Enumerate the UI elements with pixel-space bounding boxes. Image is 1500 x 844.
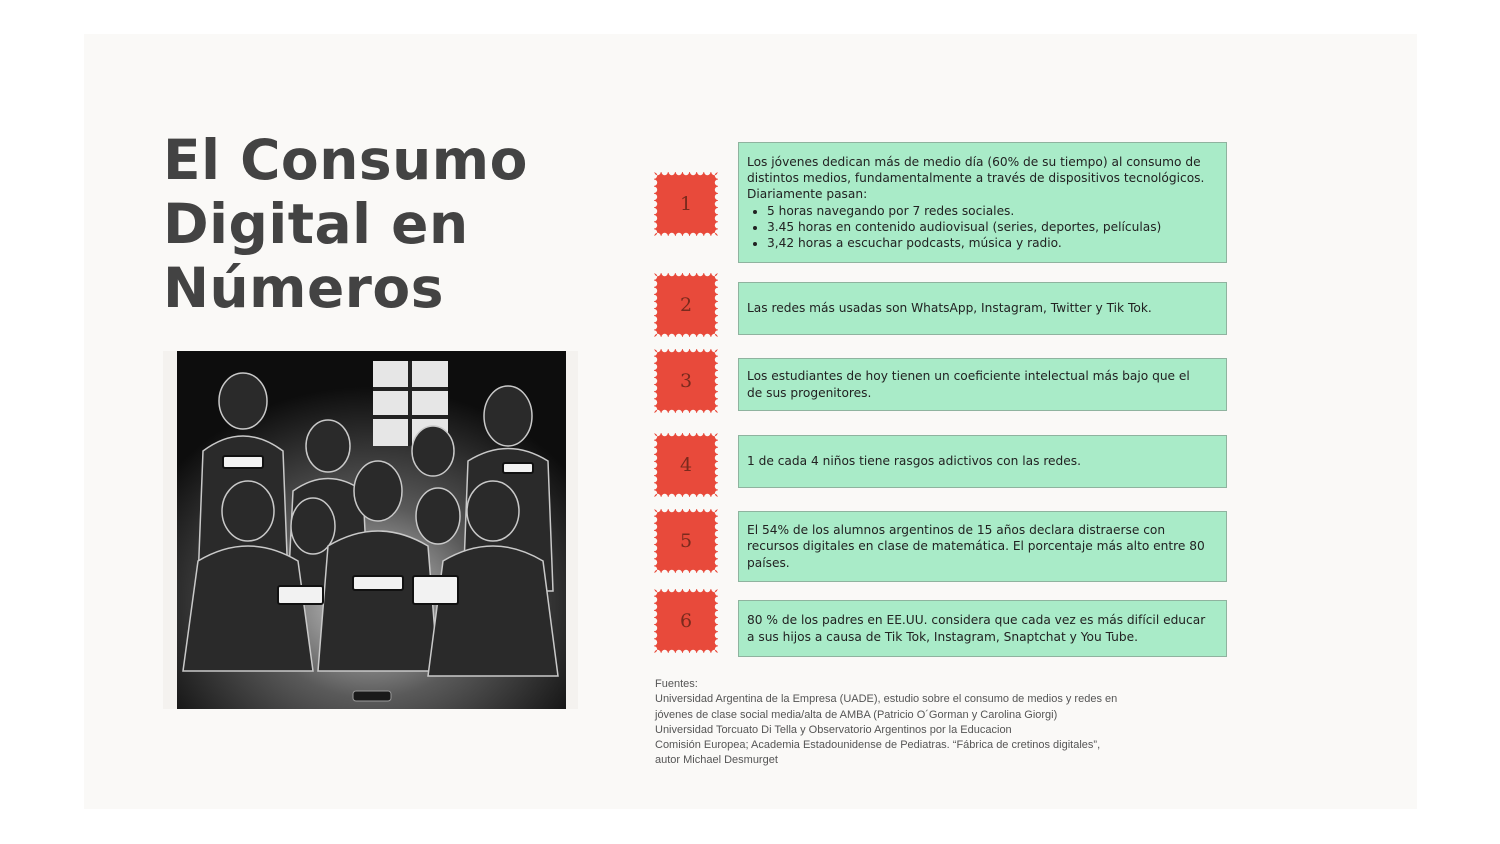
bullet-item: • 3.45 horas en contenido audiovisual (series, deportes, películas) <box>767 219 1218 235</box>
source-line: Universidad Argentina de la Empresa (UADE), estudio sobre el consumo de medios y redes en <box>655 693 1118 706</box>
fact-card-1 <box>738 142 1227 263</box>
card-text-line: de sus progenitores. <box>747 385 872 400</box>
number-badge-3 <box>654 349 718 413</box>
card-text-line: Las redes más usadas son WhatsApp, Instagram, Twitter y Tik Tok. <box>747 301 1152 316</box>
badge-number: 3 <box>679 370 693 392</box>
sources-block <box>655 677 1117 769</box>
source-line: Universidad Torcuato Di Tella y Observatorio Argentinos por la Educacion <box>655 723 1012 736</box>
number-badge-2 <box>654 273 718 337</box>
badge-number: 6 <box>679 610 693 632</box>
sources-heading: Fuentes: <box>655 678 698 690</box>
badge-number: 5 <box>679 530 693 552</box>
illustration-teens-with-devices <box>163 351 578 709</box>
fact-card-5 <box>738 511 1227 582</box>
badge-number: 2 <box>679 294 693 316</box>
title-line: El Consumo <box>163 128 528 192</box>
card-bullet-list <box>747 203 1218 252</box>
number-badge-6 <box>654 589 718 653</box>
card-text-line: 80 % de los padres en EE.UU. considera que cada vez es más difícil educar <box>747 613 1206 628</box>
card-text-line: Los jóvenes dedican más de medio día (60% de su tiempo) al consumo de <box>747 154 1201 169</box>
fact-card-3 <box>738 358 1227 411</box>
card-text-line: recursos digitales en clase de matemática. El porcentaje más alto entre 80 <box>747 539 1205 554</box>
card-text-line: El 54% de los alumnos argentinos de 15 años declara distraerse con <box>747 523 1166 538</box>
slide-title <box>163 128 528 320</box>
badge-number: 4 <box>679 454 693 476</box>
fact-card-4 <box>738 435 1227 488</box>
source-line: autor Michael Desmurget <box>655 754 778 767</box>
number-badge-4 <box>654 433 718 497</box>
source-line: jóvenes de clase social media/alta de AMBA (Patricio O´Gorman y Carolina Giorgi) <box>655 708 1058 721</box>
card-text-line: Diariamente pasan: <box>747 187 868 202</box>
number-badge-1 <box>654 172 718 236</box>
badge-number: 1 <box>679 193 693 215</box>
number-badge-5 <box>654 509 718 573</box>
card-text-line: países. <box>747 555 790 570</box>
source-line: Comisión Europea; Academia Estadounidense de Pediatras. “Fábrica de cretinos digitales”, <box>655 739 1101 752</box>
fact-card-2 <box>738 282 1227 335</box>
bullet-item: • 3,42 horas a escuchar podcasts, música y radio. <box>767 235 1218 251</box>
title-line: Digital en <box>163 192 469 256</box>
card-text-line: Los estudiantes de hoy tienen un coeficiente intelectual más bajo que el <box>747 369 1190 384</box>
card-text-line: a sus hijos a causa de Tik Tok, Instagram, Snaptchat y You Tube. <box>747 629 1139 644</box>
fact-card-6 <box>738 600 1227 657</box>
title-line: Números <box>163 256 444 320</box>
card-text-line: 1 de cada 4 niños tiene rasgos adictivos con las redes. <box>747 454 1082 469</box>
card-text-line: distintos medios, fundamentalmente a través de dispositivos tecnológicos. <box>747 170 1205 185</box>
bullet-item: • 5 horas navegando por 7 redes sociales. <box>767 203 1218 219</box>
